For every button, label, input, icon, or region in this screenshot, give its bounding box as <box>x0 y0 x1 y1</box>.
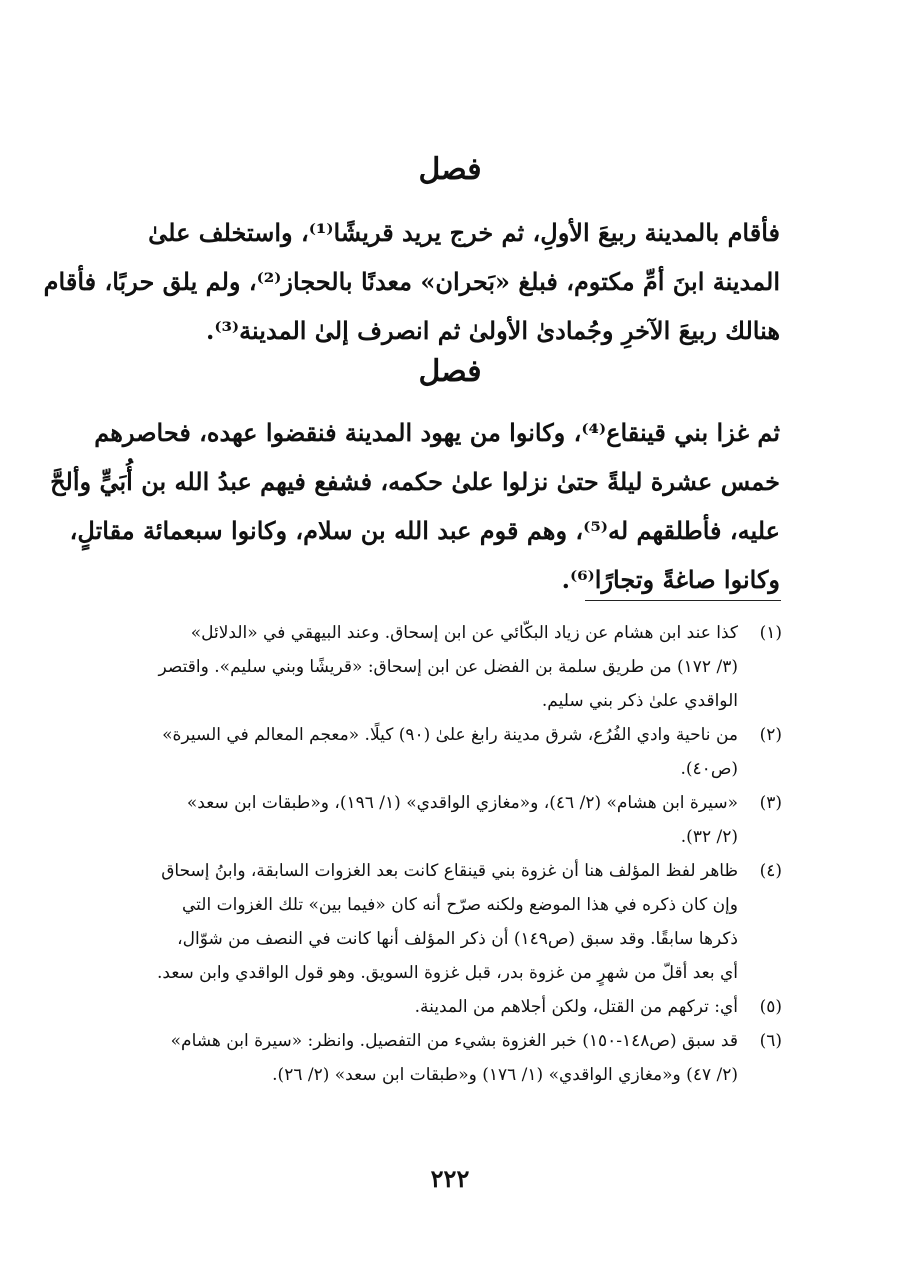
section-paragraph <box>50 408 780 604</box>
section-heading: فصل <box>418 354 482 389</box>
footnote-line: (٢/ ٤٧) و«مغازي الواقدي» (١/ ١٧٦) و«طبقات ابن سعد» (٢/ ٢٦). <box>272 1065 738 1085</box>
paragraph-line: المدينة ابنَ أمِّ مكتوم، فبلغ «بَحران» معدنًا بالحجاز⁽²⁾، ولم يلق حربًا، فأقام <box>43 267 780 296</box>
paragraph-line: عليه، فأطلقهم له⁽⁵⁾، وهم قوم عبد الله بن سلام، وكانوا سبعمائة مقاتلٍ، <box>69 516 780 545</box>
footnote <box>122 854 782 990</box>
footnote-line: كذا عند ابن هشام عن زياد البكّائي عن ابن إسحاق. وعند البيهقي في «الدلائل» <box>190 623 738 643</box>
footnote-number: (٣) <box>759 793 782 813</box>
footnote-number: (٤) <box>759 861 782 881</box>
footnote-line: ذكرها سابقًا. وقد سبق (ص١٤٩) أن ذكر المؤلف أنها كانت في النصف من شوّال، <box>177 929 738 949</box>
paragraph-line: ثم غزا بني قينقاع⁽⁴⁾، وكانوا من يهود المدينة فنقضوا عهده، فحاصرهم <box>94 418 780 447</box>
footnote-number: (٥) <box>759 997 782 1017</box>
footnote-line: (٢/ ٣٢). <box>680 827 738 847</box>
footnote <box>122 786 782 854</box>
footnote <box>122 718 782 786</box>
footnote <box>122 616 782 718</box>
paragraph-line: فأقام بالمدينة ربيعَ الأولِ، ثم خرج يريد قريشًا⁽¹⁾، واستخلف علىٰ <box>148 218 780 247</box>
footnote-line: (ص٤٠). <box>680 759 738 779</box>
footnote-line: أي بعد أقلّ من شهرٍ من غزوة بدر، قبل غزوة السويق. وهو قول الواقدي وابن سعد. <box>157 963 738 983</box>
footnote-line: (٣/ ١٧٢) من طريق سلمة بن الفضل عن ابن إسحاق: «قريشًا وبني سليم». واقتصر <box>158 657 738 677</box>
footnote <box>122 1024 782 1092</box>
footnote <box>122 990 782 1024</box>
paragraph-line: وكانوا صاغةً وتجارًا⁽⁶⁾. <box>561 565 780 594</box>
footnote-line: الواقدي علىٰ ذكر بني سليم. <box>541 691 738 711</box>
footnote-divider <box>585 600 781 601</box>
footnote-line: «سيرة ابن هشام» (٢/ ٤٦)، و«مغازي الواقدي» (١/ ١٩٦)، و«طبقات ابن سعد» <box>186 793 738 813</box>
footnote-line: وإن كان ذكره في هذا الموضع ولكنه صرّح أنه كان «فيما بين» تلك الغزوات التي <box>182 895 738 915</box>
paragraph-line: خمس عشرة ليلةً حتىٰ نزلوا علىٰ حكمه، فشفع فيهم عبدُ الله بن أُبَيٍّ وألحَّ <box>50 467 780 496</box>
paragraph-line: هنالك ربيعَ الآخرِ وجُمادىٰ الأولىٰ ثم انصرف إلىٰ المدينة⁽³⁾. <box>206 316 780 345</box>
footnotes <box>122 616 782 1092</box>
page-number: ٢٢٢ <box>430 1164 470 1193</box>
footnote-number: (٦) <box>759 1031 782 1051</box>
footnote-line: من ناحية وادي الفُرُع، شرق مدينة رابغ علىٰ (٩٠) كيلًا. «معجم المعالم في السيرة» <box>162 725 738 745</box>
footnote-number: (٢) <box>759 725 782 745</box>
footnote-number: (١) <box>759 623 782 643</box>
footnote-line: أي: تركهم من القتل، ولكن أجلاهم من المدينة. <box>414 997 738 1017</box>
footnote-line: ظاهر لفظ المؤلف هنا أن غزوة بني قينقاع كانت بعد الغزوات السابقة، وابنُ إسحاق <box>161 861 738 881</box>
section-heading: فصل <box>418 152 482 187</box>
footnote-line: قد سبق (ص١٤٨-١٥٠) خبر الغزوة بشيء من التفصيل. وانظر: «سيرة ابن هشام» <box>170 1031 738 1051</box>
section-paragraph <box>43 208 780 355</box>
